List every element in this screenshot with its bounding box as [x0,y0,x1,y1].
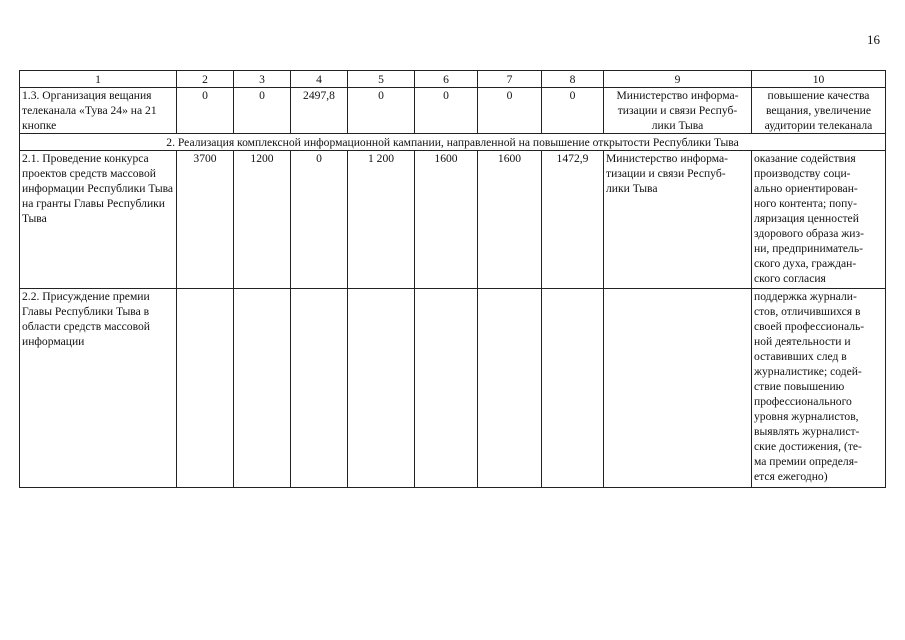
program-table [19,70,886,488]
table-row-2-2 [20,289,886,488]
value-cell: 0 [478,88,542,134]
header-cell: 5 [348,71,415,88]
header-cell: 8 [542,71,604,88]
column-number-row [20,71,886,88]
activity-name: 2.1. Проведение конкурса проектов средств массовой информации Республики Тыва на гранты Главы Республики Тыва [20,151,177,289]
empty-cell [291,289,348,488]
result-cell: оказание содействия производству соци- ально ориентирован- ного контента; попу- ляризация ценностей здорового образа жиз- ни, предприниматель- ского духа, граждан- ского согласия [752,151,886,289]
page-number: 16 [867,32,880,47]
table-row-1-3 [20,88,886,134]
result-cell: поддержка журнали- стов, отличившихся в своей профессиональ- ной деятельности и оставивших след в журналистике; содей- ствие повышению профессионального уровня журналистов, выявлять журналист- ские достижения, (те- ма премии определя- ется ежегодно) [752,289,886,488]
header-cell: 1 [20,71,177,88]
value-cell: 1472,9 [542,151,604,289]
value-cell: 1600 [478,151,542,289]
empty-cell [234,289,291,488]
header-cell: 7 [478,71,542,88]
value-cell: 1 200 [348,151,415,289]
value-cell: 2497,8 [291,88,348,134]
empty-cell [177,289,234,488]
value-cell: 1600 [415,151,478,289]
value-cell: 3700 [177,151,234,289]
result-cell: повышение качества вещания, увеличение аудитории телеканала [752,88,886,134]
header-cell: 9 [604,71,752,88]
empty-cell [604,289,752,488]
header-cell: 10 [752,71,886,88]
section-heading: 2. Реализация комплексной информационной кампании, направленной на повышение открытости Республики Тыва [20,134,886,151]
value-cell: 1200 [234,151,291,289]
empty-cell [478,289,542,488]
empty-cell [415,289,478,488]
value-cell: 0 [177,88,234,134]
executor-cell: Министерство информа- тизации и связи Респуб- лики Тыва [604,151,752,289]
header-cell: 6 [415,71,478,88]
header-cell: 2 [177,71,234,88]
value-cell: 0 [542,88,604,134]
value-cell: 0 [291,151,348,289]
header-cell: 4 [291,71,348,88]
activity-name: 2.2. Присуждение премии Главы Республики Тыва в области средств массовой информации [20,289,177,488]
activity-name: 1.3. Организация вещания телеканала «Тува 24» на 21 кнопке [20,88,177,134]
value-cell: 0 [234,88,291,134]
empty-cell [542,289,604,488]
executor-cell: Министерство информа- тизации и связи Респуб- лики Тыва [604,88,752,134]
value-cell: 0 [348,88,415,134]
value-cell: 0 [415,88,478,134]
table-row-2-1 [20,151,886,289]
empty-cell [348,289,415,488]
section-heading-row [20,134,886,151]
header-cell: 3 [234,71,291,88]
